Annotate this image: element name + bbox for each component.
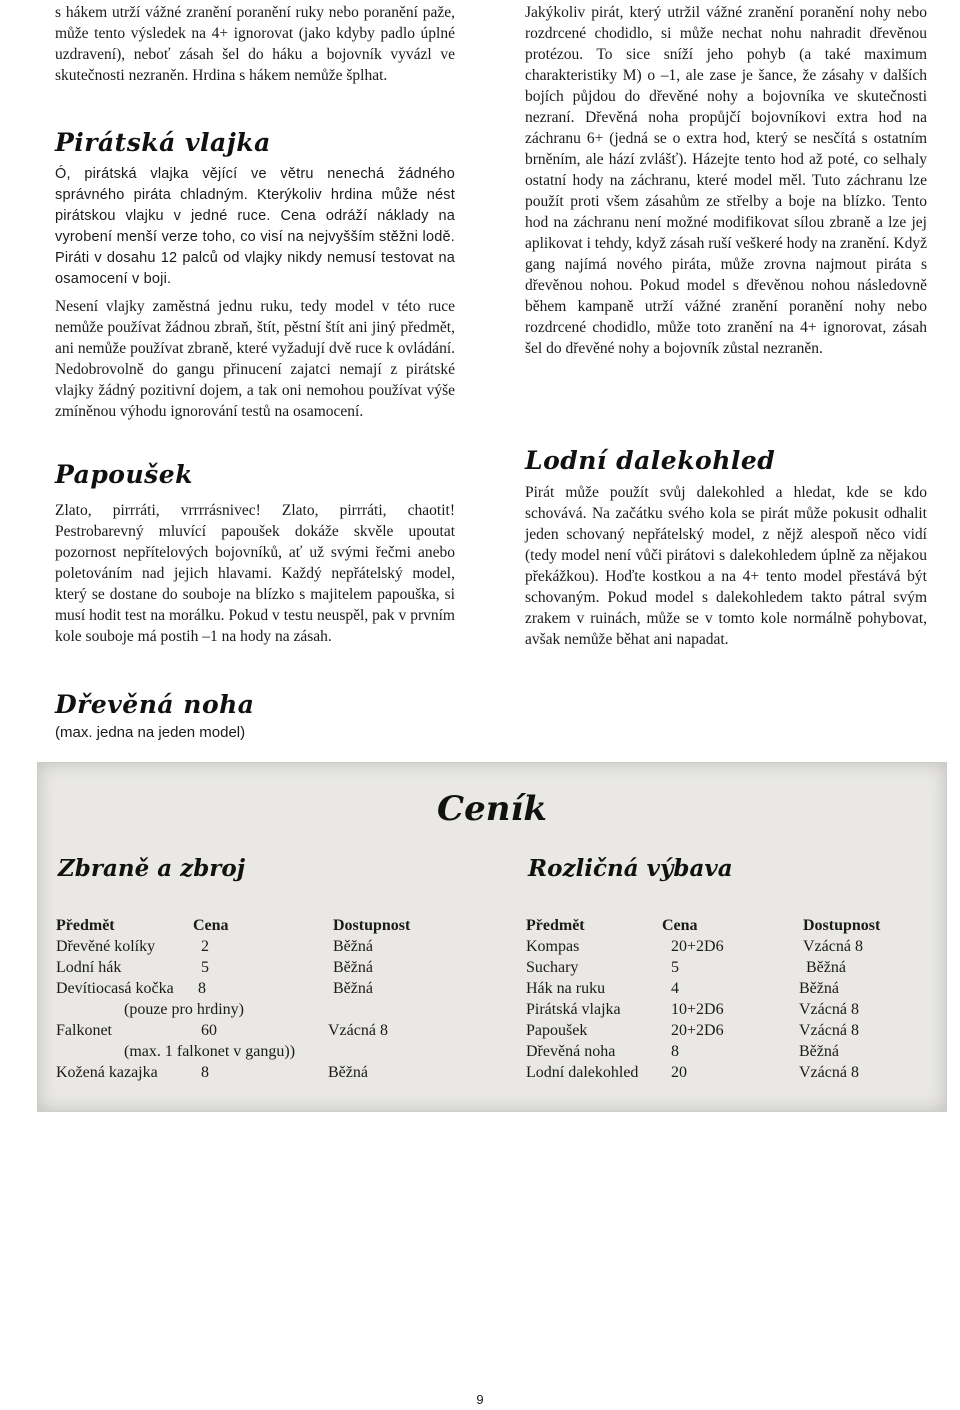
item-note: (pouze pro hrdiny) xyxy=(124,1001,244,1018)
item-availability: Vzácná 8 xyxy=(328,1022,388,1039)
item-name: Kompas xyxy=(526,938,580,955)
item-cost: 20+2D6 xyxy=(671,1022,724,1039)
item-name: Lodní dalekohled xyxy=(526,1064,639,1081)
item-name: Dřevěné kolíky xyxy=(56,938,156,955)
item-cost: 8 xyxy=(671,1043,679,1060)
item-availability: Vzácná 8 xyxy=(799,1064,859,1081)
flag-paragraph-1: Ó, pirátská vlajka vějící ve větru nenechá žádného správného piráta chladným. Kterýkoliv hrdina může nést pirátskou vlajku v jedné ruce. Cena odráží náklady na vyrobení menší verze toho, co visí na nejvyšším stěžni lodě. Piráti v dosahu 12 palců od vlajky nikdy nemusí testovat na osamocení v boji. xyxy=(55,166,455,287)
intro-paragraph: s hákem utrží vážné zranění poranění ruky nebo poranění paže, může tento výsledek na 4+ ignorovat (jako kdyby padlo úplné uzdravení), neboť zásah šel do háku a bojovník vyvázl ve skutečnosti nezraněn. Hrdina s hákem nemůže šplhat. xyxy=(55,4,455,84)
item-availability: Běžná xyxy=(799,1043,839,1060)
header-item: Předmět xyxy=(56,917,115,934)
table-row xyxy=(526,1062,936,1083)
header-item: Předmět xyxy=(526,917,585,934)
item-cost: 5 xyxy=(201,959,209,976)
item-name: Papoušek xyxy=(526,1022,588,1039)
price-list-title: Ceník xyxy=(437,789,547,829)
header-cost: Cena xyxy=(662,917,698,934)
weapons-table-header xyxy=(56,915,476,936)
table-row xyxy=(526,978,936,999)
item-availability: Vzácná 8 xyxy=(799,1022,859,1039)
item-cost: 60 xyxy=(201,1022,217,1039)
item-cost: 4 xyxy=(671,980,679,997)
item-availability: Běžná xyxy=(799,980,839,997)
wooden-leg-paragraph: Jakýkoliv pirát, který utržil vážné zranění poranění nohy nebo rozdrcené chodidlo, si může nechat nohu nahradit dřevěnou protézou. To sice sníží jeho pohyb (a také maximum charakteristiky M) o –1, ale zase je šance, že zásahy v dalších bojích půjdou do dřevěné nohy a bojovníka ve skutečnosti nezraní. Dřevěná noha propůjčí bojovníkovi extra hod na záchranu 6+ (jedná se o extra hod, který se nesčítá s ostatním brněním, ale hází zvlášť). Házejte tento hod až poté, co selhaly ostatní hody na záchranu, které model měl. Tuto záchranu lze použít proti všem zásahům ze střelby a boje na blízko. Tento hod na záchranu není možné modifikovat sílou zbraně a lze jej aplikovat i tehdy, když zásah ruší veškeré hody na zranění. Když gang najímá nového piráta, může zrovna najmout piráta s dřevěnou nohou. Pokud model s dřevěnou nohou následovně během kampaně utrží vážné zranění poranění nohy nebo rozdrcené chodidlo, může toto zranění na 4+ ignorovat, zásah šel do dřevěné nohy a bojovník zůstal nezraněn. xyxy=(525,4,927,357)
flag-heading: Pirátská vlajka xyxy=(55,128,271,157)
table-row xyxy=(526,957,936,978)
table-row xyxy=(56,1020,476,1041)
wooden-leg-heading: Dřevěná noha xyxy=(55,690,255,719)
item-name: Suchary xyxy=(526,959,579,976)
item-name: Falkonet xyxy=(56,1022,112,1039)
item-cost: 20 xyxy=(671,1064,687,1081)
table-row xyxy=(56,1062,476,1083)
parrot-heading: Papoušek xyxy=(55,460,193,489)
item-availability: Běžná xyxy=(333,980,373,997)
price-list-panel xyxy=(37,762,947,1112)
spyglass-heading: Lodní dalekohled xyxy=(525,446,776,475)
weapons-armour-heading: Zbraně a zbroj xyxy=(58,855,246,882)
header-availability: Dostupnost xyxy=(803,917,881,934)
page-number: 9 xyxy=(476,1392,484,1407)
item-cost: 8 xyxy=(198,980,206,997)
table-row-note xyxy=(56,1041,476,1062)
table-row xyxy=(56,978,476,999)
table-row xyxy=(526,999,936,1020)
misc-equipment-heading: Rozličná výbava xyxy=(528,855,733,882)
item-cost: 10+2D6 xyxy=(671,1001,724,1018)
item-name: Pirátská vlajka xyxy=(526,1001,621,1018)
item-availability: Vzácná 8 xyxy=(799,1001,859,1018)
item-availability: Běžná xyxy=(333,938,373,955)
item-name: Lodní hák xyxy=(56,959,122,976)
header-cost: Cena xyxy=(193,917,229,934)
item-cost: 2 xyxy=(201,938,209,955)
spyglass-paragraph: Pirát může použít svůj dalekohled a hledat, kde se kdo schovává. Na začátku svého kola se pirát může pokusit odhalit jeden schovaný nepřátelský model, z nějž alespoň něco vidí (tedy model není vůči pirátovi s dalekohledem úplně za nějakou překážkou). Hoďte kostkou a na 4+ tento model přestává být schovaným. Pokud model s dalekohledem takto pátral svým zrakem v ruinách, může se v tomto kole normálně pohybovat, avšak nemůže běhat ani napadat. xyxy=(525,484,927,648)
item-cost: 8 xyxy=(201,1064,209,1081)
item-note: (max. 1 falkonet v gangu)) xyxy=(124,1043,296,1060)
table-row xyxy=(56,957,476,978)
item-name: Dřevěná noha xyxy=(526,1043,616,1060)
item-availability: Vzácná 8 xyxy=(803,938,863,955)
table-row xyxy=(56,936,476,957)
weapons-table xyxy=(56,915,476,1083)
wooden-leg-note: (max. jedna na jeden model) xyxy=(55,724,246,741)
item-availability: Běžná xyxy=(328,1064,368,1081)
table-row xyxy=(526,1041,936,1062)
parrot-paragraph: Zlato, pirrráti, vrrrrásnivec! Zlato, pirrráti, chaotit! Pestrobarevný mluvící papoušek dokáže skvěle upoutat pozornost nepřítelových bojovníků, ať už svými řečmi anebo poletováním nad jejich hlavami. Každý nepřátelský model, který se dostane do souboje na blízko s majitelem papouška, si musí hodit test na morálku. Pokud v testu neuspěl, pak v prvním kole souboje má postih –1 na hody na zásah. xyxy=(55,502,455,645)
header-availability: Dostupnost xyxy=(333,917,411,934)
misc-table-header xyxy=(526,915,936,936)
item-availability: Běžná xyxy=(333,959,373,976)
table-row xyxy=(526,936,936,957)
item-name: Hák na ruku xyxy=(526,980,606,997)
flag-paragraph-2: Nesení vlajky zaměstná jednu ruku, tedy model v této ruce nemůže používat žádnou zbraň, štít, pěstní štít ani jiný předmět, ani nemůže používat zbraně, které vyžadují dvě ruce k ovládání. Nedobrovolně do gangu přinucení zajatci nemají z pirátské vlajky žádný pozitivní dojem, a tak oni nemohou používat výše zmíněnou výhodu ignorování testů na osamocení. xyxy=(55,298,455,420)
misc-equipment-table xyxy=(526,915,936,1083)
table-row-note xyxy=(56,999,476,1020)
item-name: Devítiocasá kočka xyxy=(56,980,174,997)
item-cost: 5 xyxy=(671,959,679,976)
table-row xyxy=(526,1020,936,1041)
item-name: Kožená kazajka xyxy=(56,1064,158,1081)
item-cost: 20+2D6 xyxy=(671,938,724,955)
item-availability: Běžná xyxy=(806,959,846,976)
